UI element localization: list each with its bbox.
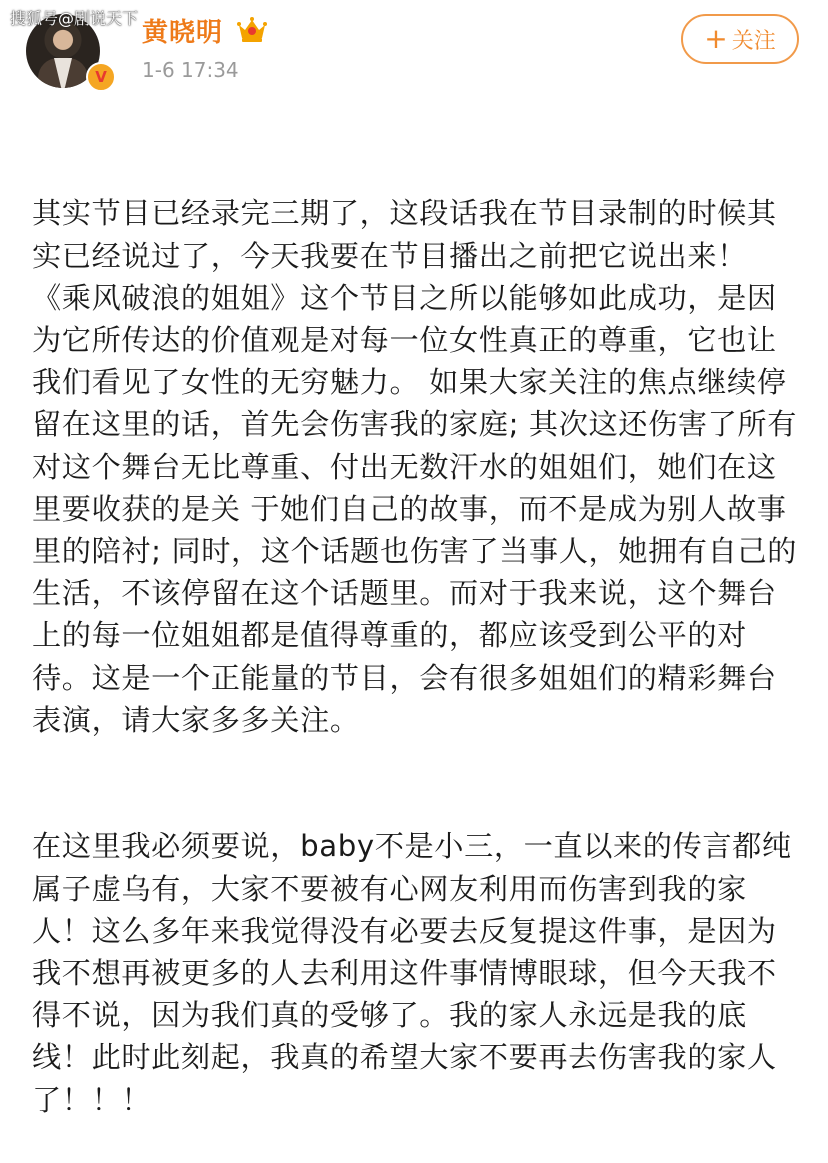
crown-icon <box>236 16 268 44</box>
post-paragraph: 在这里我必须要说，baby不是小三，一直以来的传言都纯属子虚乌有，大家不要被有心网友利用而伤害到我的家人！这么多年来我觉得没有必要去反复提这件事，是因为我不想再被更多的人去利用这件事情博眼球，但今天我不得不说，因为我们真的受够了。我的家人永远是我的底线！此时此刻起，我真的希望大家不要再去伤害我的家人了！！！ <box>32 829 792 1117</box>
plus-icon: + <box>704 22 728 55</box>
post-paragraph: 其实节目已经录完三期了，这段话我在节目录制的时候其实已经说过了，今天我要在节目播出之前把它说出来！《乘风破浪的姐姐》这个节目之所以能够如此成功，是因为它所传达的价值观是对每一位女性真正的尊重，它也让我们看见了女性的无穷魅力。 如果大家关注的焦点继续停留在这里的话，首先会伤害我的家庭; 其次这还伤害了所有对这个舞台无比尊重、付出无数汗水的姐姐们，她们在这里要收获的是关 于她们自己的故事，而不是成为别人故事里的陪衬; 同时，这个话题也伤害了当事人，她拥有自己的生活，不该停留在这个话题里。而对于我来说，这个舞台上的每一位姐姐都是值得尊重的，都应该受到公平的对待。这是一个正能量的节目，会有很多姐姐们的精彩舞台表演，请大家多多关注。 <box>32 196 797 737</box>
follow-label: 关注 <box>731 28 776 54</box>
follow-button[interactable] <box>681 14 799 64</box>
post-content <box>32 108 802 1163</box>
username[interactable]: 黄晓明 <box>142 18 224 48</box>
watermark: 搜狐号@剧说天下 <box>10 9 139 28</box>
verified-v-icon: V <box>86 62 116 92</box>
post-timestamp: 1-6 17:34 <box>142 58 239 82</box>
